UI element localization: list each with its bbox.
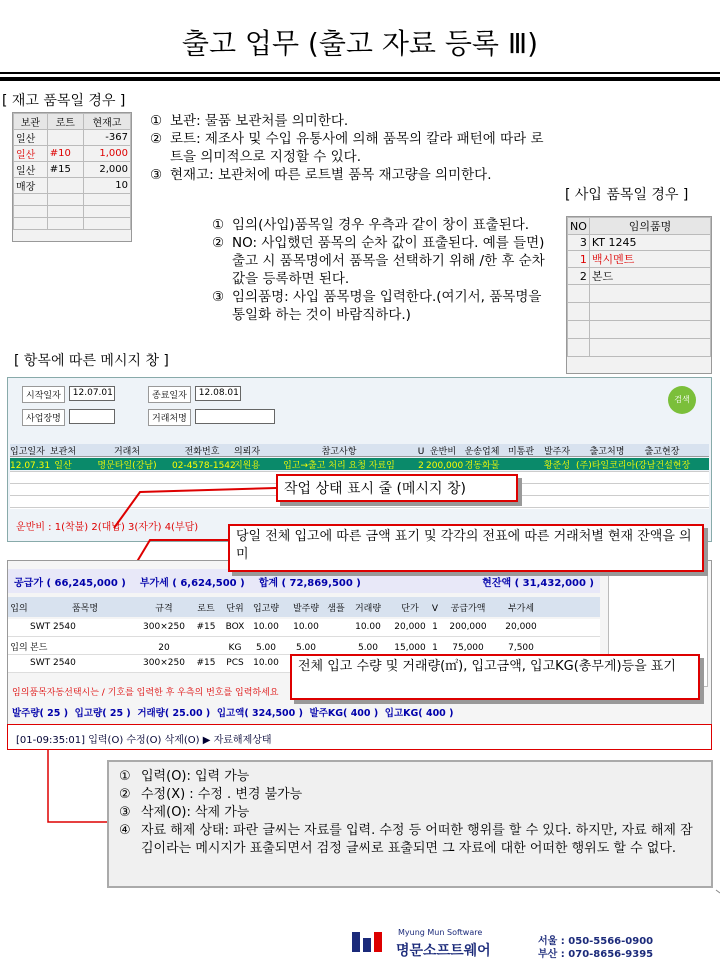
grid-cell: 일산 — [54, 461, 72, 471]
grid-col: 부가세 — [507, 604, 535, 614]
sum-bar: 발주량( 25 ) 입고량( 25 ) 거래량( 25.00 ) 입고액( 324,500 ) 발주KG( 400 ) 입고KG( 400 ) — [12, 708, 454, 719]
callout-line-legend-end — [716, 890, 720, 893]
grid-cell: 7,500 — [508, 643, 534, 653]
grid-col: 단위 — [226, 604, 244, 614]
callout-totals: 당일 전체 입고에 따른 금액 표기 및 각각의 전표에 따른 거래처별 현재 잔액을 의미 — [228, 524, 704, 572]
legend-text: 입력(O): 입력 가능 — [141, 769, 250, 784]
grid-col: 품목명 — [71, 604, 99, 614]
stock-cell: 일산 — [14, 146, 48, 162]
table-row[interactable] — [8, 619, 600, 637]
table-row[interactable] — [8, 637, 600, 655]
grid-col: 로트 — [197, 604, 215, 614]
status-legend — [107, 760, 713, 888]
grid-cell: 본드 — [30, 643, 48, 653]
grid-cell: 1 — [432, 622, 438, 632]
stock-cell: 매장 — [14, 178, 48, 194]
status-bar: [01-09:35:01] 입력(O) 수정(O) 삭제(O) ▶ 자료해제상태 — [7, 724, 712, 750]
grid-cell: 300×250 — [143, 622, 185, 632]
grid-col: V — [431, 604, 439, 614]
stock-col-storage: 보관 — [14, 114, 48, 130]
legend-item — [119, 768, 701, 786]
grid-cell: (주)타일코리아( — [576, 461, 639, 471]
note-text: 로트: 제조사 및 수입 유통사에 의해 품목의 칼라 패턴에 따라 로트을 의미적으로 지정할 수 있다. — [170, 131, 544, 165]
grid-cell: 200,000 — [426, 461, 464, 471]
note-text: 현재고: 보관처에 따른 로트별 품목 재고량을 의미한다. — [170, 167, 492, 183]
grid-cell: 명문타일(강남) — [97, 461, 157, 471]
grid-cell: BOX — [225, 622, 245, 632]
grid-cell: 75,000 — [452, 643, 484, 653]
site-label: 사업장명 — [22, 409, 65, 426]
item-hint: 임의품목자동선택시는 / 기호를 입력한 후 우측의 번호를 입력하세요 — [12, 688, 279, 698]
legend-num: ② — [119, 787, 131, 802]
grid-col: 출고현장 — [644, 447, 680, 457]
business-col-no: NO — [568, 218, 590, 235]
note-text: 임의(사입)품목일 경우 우측과 같이 창이 표출된다. — [232, 217, 530, 233]
section-business-label: [ 사입 품목일 경우 ] — [565, 187, 689, 203]
grid-cell: 02-4578-1542 — [172, 461, 236, 471]
business-cell: KT 1245 — [589, 235, 710, 251]
grid-cell: 20,000 — [505, 622, 537, 632]
callout-line-status — [114, 488, 276, 528]
business-cell: 본드 — [589, 268, 710, 285]
grid-cell: 경동화물 — [464, 461, 500, 471]
grand-total: 합계 ( 72,869,500 ) — [258, 578, 361, 589]
note-text: 임의품명: 사입 품목명을 입력한다.(여기서, 품목명을 통일화 하는 것이 바람직하다.) — [232, 289, 542, 323]
grid-cell: #15 — [196, 658, 216, 668]
legend-item — [119, 804, 701, 822]
grid-cell: #15 — [196, 622, 216, 632]
supply-total: 공급가 ( 66,245,000 ) — [14, 578, 126, 589]
business-cell: 3 — [568, 235, 590, 251]
grid-cell: 15,000 — [394, 643, 426, 653]
grid-cell: 10.00 — [253, 622, 279, 632]
stock-cell: 일산 — [14, 162, 48, 178]
stock-cell: 2,000 — [83, 162, 130, 178]
search-button[interactable]: 검색 — [668, 386, 696, 414]
page-title: 출고 업무 (출고 자료 등록 Ⅲ) — [181, 27, 539, 60]
grid-cell: 입고→출고 처리 요청 자료임 — [283, 461, 395, 471]
note-num: ③ — [212, 289, 225, 305]
grid-cell: 12.07.31 — [10, 461, 51, 471]
grid-cell: 1 — [432, 643, 438, 653]
grid-col: 규격 — [155, 604, 173, 614]
grid-cell: 10.00 — [253, 658, 279, 668]
grid-col: 단가 — [401, 604, 419, 614]
grid-col: U — [417, 447, 425, 457]
business-cell: 백시멘트 — [589, 251, 710, 268]
current-balance: 현잔액 ( 31,432,000 ) — [482, 578, 594, 589]
grid-cell: 입의 — [10, 643, 28, 653]
grid-cell: 20 — [158, 643, 170, 653]
grid-cell: 10.00 — [293, 622, 319, 632]
grid-cell: SWT 2540 — [30, 658, 76, 668]
grid-col: 공급가액 — [450, 604, 486, 614]
callout-quantity: 전체 입고 수량 및 거래량(㎡), 입고금액, 입고KG(총무게)등을 표기 — [290, 654, 700, 700]
phone-seoul: 서울 : 050-5566-0900 — [538, 936, 654, 947]
phone-busan: 부산 : 070-8656-9395 — [538, 949, 654, 960]
note-num: ② — [212, 235, 225, 251]
legend-num: ① — [119, 769, 131, 784]
grid-col: 입의 — [10, 604, 28, 614]
stock-cell: 10 — [83, 178, 130, 194]
grid-cell: 2 — [418, 461, 424, 471]
grid-col: 의뢰자 — [233, 447, 261, 457]
freight-legend: 운반비 : 1(착불) 2(대납) 3(자가) 4(부담) — [16, 522, 199, 533]
end-date-input[interactable]: 12.08.01 — [195, 386, 241, 401]
grid-col: 참고사항 — [321, 447, 357, 457]
grid-col: 발주량 — [292, 604, 320, 614]
callout-status-line: 작업 상태 표시 줄 (메시지 창) — [276, 474, 518, 502]
end-date-label: 종료일자 — [148, 386, 191, 403]
grid-cell: 10.00 — [355, 622, 381, 632]
grid-cell: 20,000 — [394, 622, 426, 632]
note-text: 보관: 물품 보관처를 의미한다. — [170, 113, 349, 129]
legend-text: 삭제(O): 삭제 가능 — [141, 805, 250, 820]
legend-num: ④ — [119, 823, 131, 838]
stock-col-qty: 현재고 — [83, 114, 130, 130]
grid-col: 전화번호 — [184, 447, 220, 457]
grid-col: 입고일자 — [10, 447, 45, 457]
legend-text: 수정(X) : 수정 . 변경 불가능 — [141, 787, 303, 802]
grid-col: 샘플 — [327, 604, 345, 614]
grid-cell: SWT 2540 — [30, 622, 76, 632]
grid-col: 미통관 — [507, 447, 535, 457]
business-cell: 1 — [568, 251, 590, 268]
business-col-name: 임의품명 — [589, 218, 710, 235]
section-stock-label: [ 재고 품목일 경우 ] — [2, 93, 126, 109]
grid-col: 보관처 — [49, 447, 77, 457]
grid-col: 운송업체 — [464, 447, 500, 457]
brand-ko: 명문소프트웨어 — [396, 943, 491, 959]
grid-cell: PCS — [226, 658, 244, 668]
grid-col: 발주자 — [543, 447, 571, 457]
note-num: ① — [212, 217, 225, 233]
vat-total: 부가세 ( 6,624,500 ) — [139, 578, 245, 589]
grid-cell: 5.00 — [357, 643, 379, 653]
legend-text: 자료 해제 상태: 파란 글씨는 자료를 입력. 수정 등 어떠한 행위를 할 수 있다. 하지만, 자료 해제 잠김이라는 메시지가 표출되면서 검정 글씨로 표출되면 그 자료에 대한 어떠한 행위도 할 수 없다. — [141, 823, 693, 856]
grid-col: 입고량 — [252, 604, 280, 614]
company-logo-icon — [352, 930, 392, 952]
stock-cell: #10 — [47, 146, 83, 162]
business-cell: 2 — [568, 268, 590, 285]
stock-cell: 일산 — [14, 130, 48, 146]
grid-col: 운반비 — [429, 447, 457, 457]
grid-cell: 300×250 — [143, 658, 185, 668]
grid-cell: 황준성 — [543, 461, 571, 471]
totals-bar — [8, 569, 600, 593]
start-date-input[interactable]: 12.07.01 — [69, 386, 115, 401]
grid-cell: 5.00 — [255, 643, 277, 653]
note-num: ③ — [150, 167, 163, 183]
brand-en: Myung Mun Software — [398, 928, 483, 937]
start-date-label: 시작일자 — [22, 386, 65, 403]
stock-col-lot: 로트 — [47, 114, 83, 130]
legend-num: ③ — [119, 805, 131, 820]
grid-col: 출고처명 — [589, 447, 625, 457]
client-label: 거래처명 — [148, 409, 191, 426]
note-num: ② — [150, 131, 163, 147]
grid-cell: 200,000 — [449, 622, 487, 632]
grid-cell: 강남건설현장 — [638, 461, 691, 471]
note-text: NO: 사입했던 품목의 순차 값이 표출된다. 예를 들면) 출고 시 품목명에서 품목을 선택하기 위해 /한 후 순차 값을 등록하면 된다. — [232, 235, 545, 287]
grid-col: 거래량 — [354, 604, 382, 614]
item-grid-header — [8, 597, 600, 617]
section-message-label: [ 항목에 따른 메시지 창 ] — [14, 353, 169, 369]
grid-col: 거래처 — [113, 447, 141, 457]
grid-cell: KG — [228, 643, 242, 653]
grid-cell: 5.00 — [295, 643, 317, 653]
stock-cell: -367 — [83, 130, 130, 146]
note-num: ① — [150, 113, 163, 129]
legend-item — [119, 822, 701, 858]
legend-item — [119, 786, 701, 804]
grid-cell: 지원용 — [233, 461, 261, 471]
stock-cell: 1,000 — [83, 146, 130, 162]
stock-cell: #15 — [47, 162, 83, 178]
